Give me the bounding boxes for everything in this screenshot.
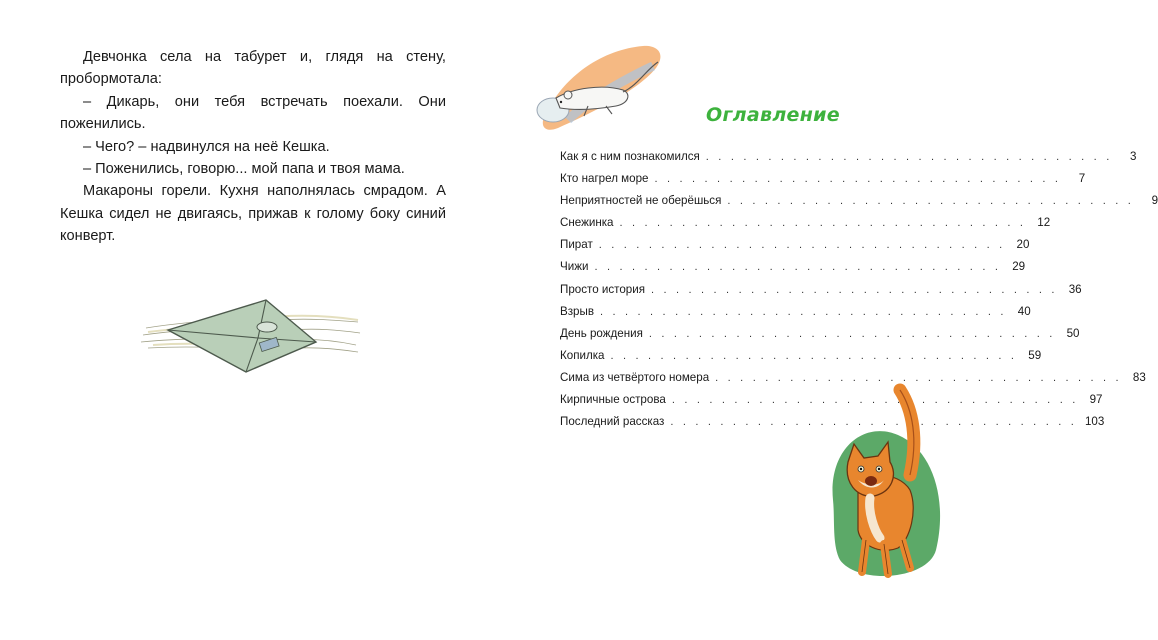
story-paragraph: – Поженились, говорю... мой папа и твоя мама. [83, 161, 405, 178]
mouse-illustration [528, 40, 668, 140]
toc-entry[interactable] [560, 216, 1051, 238]
cat-illustration [818, 380, 953, 585]
toc-entry-page: 3 [1130, 150, 1137, 163]
toc-entry[interactable] [560, 238, 1030, 260]
left-page [0, 0, 500, 640]
toc-entry-page: 9 [1151, 194, 1158, 208]
toc-entry-title: Сима из четвёртого номера [560, 370, 710, 384]
toc-entry-title: Взрыв [560, 304, 594, 318]
dot-leader: . . . . . . . . . . . . . . . . . . . . . . . . . . . . . . . . . [654, 173, 1062, 186]
toc-entry-title: Снежинка [560, 216, 614, 230]
toc-entry-page: 103 [1084, 415, 1105, 429]
toc-entry-title: Копилка [560, 348, 605, 362]
story-paragraph: Макароны горели. Кухня наполнялась смрадом. А Кешка сидел не двигаясь, прижав к голому боку синий конверт. [60, 183, 446, 245]
toc-entry[interactable] [560, 304, 1031, 327]
toc-entry-page: 59 [1028, 348, 1042, 362]
dot-leader: . . . . . . . . . . . . . . . . . . . . . . . . . . . . . . . . . [600, 305, 1007, 318]
toc-entry-page: 97 [1089, 393, 1103, 407]
toc-entry-title: Кто нагрел море [560, 172, 649, 186]
toc-entry-title: Неприятностей не оберёшься [560, 194, 722, 208]
toc-entry-page: 20 [1016, 238, 1030, 252]
dot-leader: . . . . . . . . . . . . . . . . . . . . . . . . . . . . . . . . . [715, 371, 1122, 384]
toc-title: Оглавление [706, 104, 840, 126]
toc-entry-title: Просто история [560, 282, 645, 296]
toc-entry[interactable] [560, 348, 1042, 371]
toc-entry-title: День рождения [560, 326, 643, 340]
toc-entry-page: 7 [1078, 172, 1086, 186]
toc-entry[interactable] [560, 172, 1086, 194]
toc-entry[interactable] [560, 415, 1105, 437]
toc-entry-page: 40 [1017, 304, 1031, 318]
toc-entry[interactable] [560, 393, 1103, 415]
toc-entry-page: 36 [1068, 282, 1082, 296]
toc-entry[interactable] [560, 326, 1080, 349]
dot-leader: . . . . . . . . . . . . . . . . . . . . . . . . . . . . . . . . . [594, 261, 1002, 274]
dot-leader: . . . . . . . . . . . . . . . . . . . . . . . . . . . . . . . . . [727, 195, 1135, 208]
dot-leader: . . . . . . . . . . . . . . . . . . . . . . . . . . . . . . . . . [671, 394, 1079, 407]
table-of-contents [560, 150, 1158, 437]
toc-entry[interactable] [560, 194, 1158, 216]
toc-entry-title: Как я с ним познакомился [560, 150, 700, 163]
toc-entry[interactable] [560, 282, 1082, 305]
story-paragraph: – Чего? – надвинулся на неё Кешка. [83, 138, 330, 155]
toc-entry-title: Пират [560, 238, 593, 252]
toc-entry-page: 83 [1132, 370, 1146, 384]
toc-entry-page: 12 [1037, 216, 1051, 230]
envelope-illustration [138, 290, 363, 380]
toc-entry[interactable] [560, 150, 1137, 172]
toc-entry-title: Чижи [560, 260, 589, 274]
dot-leader: . . . . . . . . . . . . . . . . . . . . . . . . . . . . . . . . . [598, 239, 1006, 252]
toc-entry[interactable] [560, 370, 1146, 393]
toc-entry[interactable] [560, 260, 1026, 282]
dot-leader: . . . . . . . . . . . . . . . . . . . . . . . . . . . . . . . . . [670, 416, 1077, 429]
toc-entry-page: 50 [1066, 326, 1080, 340]
dot-leader: . . . . . . . . . . . . . . . . . . . . . . . . . . . . . . . . . [619, 217, 1027, 230]
dot-leader: . . . . . . . . . . . . . . . . . . . . . . . . . . . . . . . . . [705, 151, 1113, 163]
toc-entry-title: Кирпичные острова [560, 393, 666, 407]
toc-entry-page: 29 [1012, 260, 1026, 274]
toc-entry-title: Последний рассказ [560, 415, 665, 429]
dot-leader: . . . . . . . . . . . . . . . . . . . . . . . . . . . . . . . . . [648, 327, 1056, 340]
story-paragraph: – Дикарь, они тебя встречать поехали. Они поженились. [60, 93, 446, 133]
dot-leader: . . . . . . . . . . . . . . . . . . . . . . . . . . . . . . . . . [650, 283, 1058, 296]
dot-leader: . . . . . . . . . . . . . . . . . . . . . . . . . . . . . . . . . [610, 349, 1018, 362]
story-paragraph: Девчонка села на табурет и, глядя на стену, пробормотала: [60, 49, 446, 88]
story-text [60, 46, 446, 248]
